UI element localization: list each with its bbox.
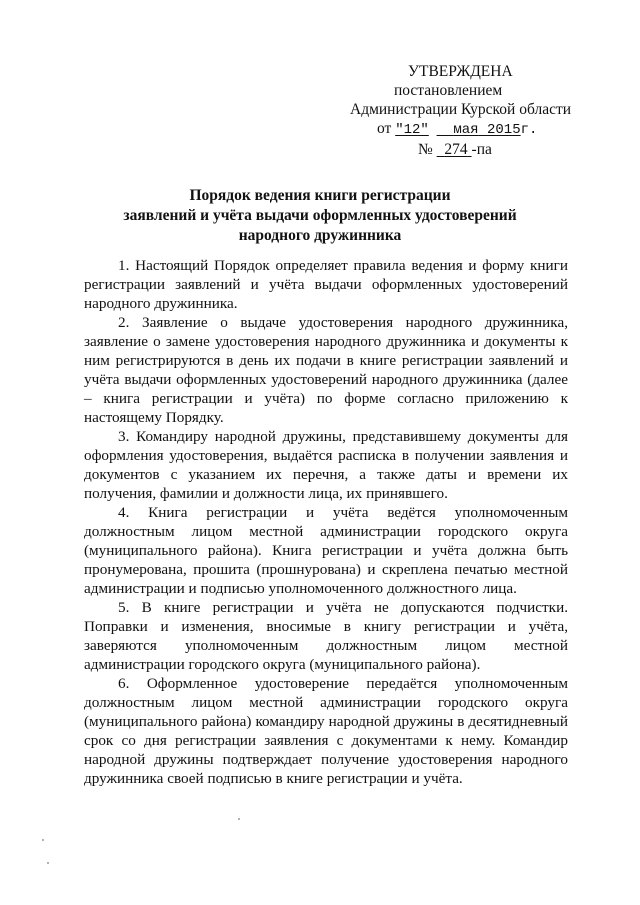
paragraph-5: 5. В книге регистрации и учёта не допускаются подчистки. Поправки и изменения, вносимые в книгу регистрации и учёта, заверяются уполномоченным должностным лицом местной администрации городского округа (муниципального района). (84, 599, 568, 673)
paragraph-6: 6. Оформленное удостоверение передаётся уполномоченным должностным лицом местной администрации городского округа (муниципального района) командиру народной дружины в десятидневный срок со дня регистрации заявления с документами к нему. Командир народной дружины подтверждает получение удостоверения народного дружинника своей подписью в книге регистрации и учёта. (84, 675, 568, 787)
document-title (60, 186, 580, 246)
date-suffix: г. (520, 122, 538, 138)
paragraph-3: 3. Командиру народной дружины, представившему документы для оформления удостоверения, выдаётся расписка в получении заявления и документов с указанием их перечня, а также даты и времени их получения, фамилии и должности лица, их принявшего. (84, 428, 568, 502)
number-value: 274 (444, 141, 468, 158)
approval-by-resolution: постановлением (394, 82, 503, 99)
approval-authority: Администрации Курской области (350, 101, 572, 118)
paragraph-1: 1. Настоящий Порядок определяет правила ведения и форму книги регистрации заявлений и учёта выдачи оформленных удостоверений народного дружинника. (84, 257, 568, 312)
scan-speck (42, 839, 44, 841)
date-year: 2015 (487, 122, 521, 138)
number-prefix: № (418, 141, 433, 158)
date-prefix: от (377, 120, 392, 137)
date-day: "12" (395, 122, 429, 138)
paragraph-4: 4. Книга регистрации и учёта ведётся уполномоченным должностным лицом местной администрации городского округа (муниципального района). Книга регистрации и учёта должна быть пронумерована, прошита (прошнурована) и скреплена печатью местной администрации и подписью уполномоченного должностного лица. (84, 504, 568, 597)
title-line-1: Порядок ведения книги регистрации (189, 187, 451, 204)
document-body (84, 256, 568, 788)
date-month: мая (453, 122, 479, 138)
approval-block (330, 62, 580, 159)
title-line-2: заявлений и учёта выдачи оформленных удостоверений (123, 207, 517, 224)
paragraph-2: 2. Заявление о выдаче удостоверения народного дружинника, заявление о замене удостоверения народного дружинника и документы к ним регистрируются в день их подачи в книге регистрации заявлений и учёта выдачи оформленных удостоверений народного дружинника (далее – книга регистрации и учёта) по форме согласно приложению к настоящему Порядку. (84, 314, 568, 426)
scan-speck (47, 862, 49, 864)
scan-speck (238, 818, 240, 820)
title-line-3: народного дружинника (238, 227, 402, 244)
approval-heading: УТВЕРЖДЕНА (408, 63, 513, 80)
approval-number-line (330, 140, 580, 159)
number-suffix: -па (471, 141, 492, 158)
approval-date-line (330, 119, 580, 140)
